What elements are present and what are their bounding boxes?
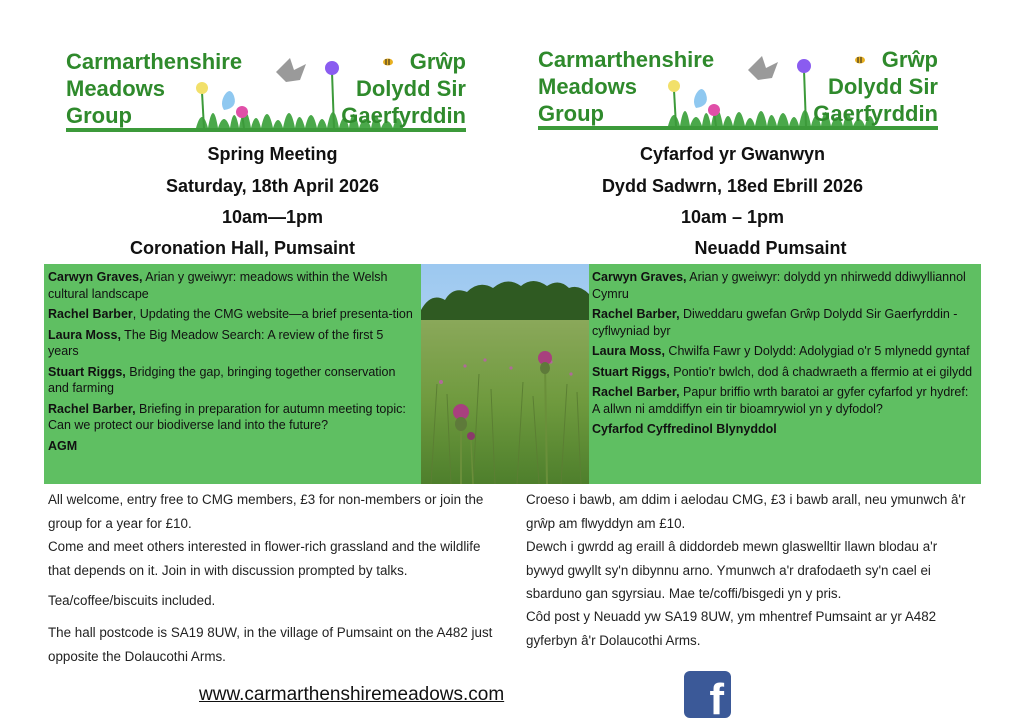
logo-cy-line2: Dolydd Sir — [355, 76, 466, 101]
talk-topic: Diweddaru gwefan Grŵp Dolydd Sir Gaerfyrddin - cyflwyniad byr — [592, 307, 958, 338]
list-item — [592, 364, 975, 381]
talk-topic: Bridging the gap, bringing together conservation and farming — [48, 364, 396, 395]
talk-topic: The Big Meadow Search: A review of the first 5 years — [48, 327, 384, 358]
info-paragraph-location-welsh: Côd post y Neuadd yw SA19 8UW, ym mhentref Pumsaint ar yr A482 gyferbyn â'r Dolaucothi Arms. — [526, 609, 937, 648]
list-item — [592, 421, 975, 438]
speaker-name: Carwyn Graves, — [592, 270, 687, 284]
list-item — [592, 306, 975, 339]
talk-topic: Arian y gweiwyr: meadows within the Welsh cultural landscape — [48, 270, 388, 301]
speaker-name: Laura Moss, — [48, 327, 121, 342]
list-item — [48, 401, 413, 434]
agm-label: AGM — [48, 438, 78, 453]
speaker-name: Laura Moss, — [592, 344, 665, 358]
logo-cy-line1: Grŵp — [881, 47, 938, 72]
list-item — [592, 343, 975, 360]
info-paragraph-about: Come and meet others interested in flower-rich grassland and the wildlife that depends on it. Join in with discussion prompted by talks. — [48, 539, 481, 578]
logo-left — [66, 48, 466, 138]
meeting-title: Spring Meeting — [207, 144, 338, 164]
speaker-name: Carwyn Graves, — [48, 270, 143, 284]
info-paragraph-admission-welsh: Croeso i bawb, am ddim i aelodau CMG, £3 i bawb arall, neu ymunwch â'r grŵp am flwyddyn am £10. — [526, 492, 966, 531]
meeting-time: 10am—1pm — [221, 207, 324, 227]
logo-cy-line3: Gaerfyrddin — [813, 101, 938, 126]
logo-en-line3: Group — [538, 101, 604, 126]
meeting-time-welsh: 10am – 1pm — [680, 207, 785, 227]
logo-en-line2: Meadows — [538, 74, 638, 99]
facebook-icon[interactable] — [684, 671, 731, 718]
logo-cy-line2: Dolydd Sir — [827, 74, 938, 99]
logo-name-welsh — [316, 48, 466, 129]
talk-topic: Chwilfa Fawr y Dolydd: Adolygiad o'r 5 mlynedd gyntaf — [664, 344, 970, 358]
list-item — [48, 269, 413, 302]
meeting-date: Saturday, 18th April 2026 — [165, 176, 380, 196]
meeting-venue: Coronation Hall, Pumsaint — [129, 238, 356, 258]
talk-topic: Briefing in preparation for autumn meeting topic: Can we protect our biodiverse land into the future? — [48, 401, 406, 432]
talk-topic: , Updating the CMG website—a brief presenta-tion — [132, 307, 413, 321]
list-item — [592, 269, 975, 302]
agm-label: Cyfarfod Cyffredinol Blynyddol — [592, 422, 777, 436]
logo-name-english — [538, 46, 748, 127]
meeting-venue-welsh: Neuadd Pumsaint — [694, 238, 847, 258]
info-paragraph-admission: All welcome, entry free to CMG members, £3 for non-members or join the group for a year for £10. — [48, 492, 484, 531]
speaker-name: Rachel Barber — [48, 307, 133, 321]
info-paragraph-location: The hall postcode is SA19 8UW, in the village of Pumsaint on the A482 just opposite the Dolaucothi Arms. — [48, 625, 493, 664]
list-item — [48, 438, 413, 455]
info-paragraph-refreshments: Tea/coffee/biscuits included. — [48, 593, 216, 608]
speaker-name: Rachel Barber, — [48, 401, 136, 416]
talks-panel-english — [44, 264, 421, 484]
logo-right — [538, 46, 938, 136]
talk-topic: Pontio'r bwlch, dod â chadwraeth a ffermio at ei gilydd — [669, 364, 973, 379]
speaker-name: Rachel Barber, — [592, 307, 680, 321]
meadow-photo — [421, 264, 589, 484]
logo-cy-line3: Gaerfyrddin — [341, 103, 466, 128]
logo-en-line2: Meadows — [66, 76, 166, 101]
talk-topic: Papur briffio wrth baratoi ar gyfer cyfarfod yr hydref: A allwn ni amddiffyn ein tir bioamrywiol yn y dyfodol? — [592, 385, 969, 416]
talk-topic: Arian y gweiwyr: dolydd yn nhirwedd ddiwylliannol Cymru — [592, 270, 966, 301]
speaker-name: Stuart Riggs, — [592, 364, 670, 379]
list-item — [592, 384, 975, 417]
logo-name-welsh — [788, 46, 938, 127]
list-item — [48, 327, 413, 360]
meeting-date-welsh: Dydd Sadwrn, 18ed Ebrill 2026 — [601, 176, 864, 196]
logo-en-line1: Carmarthenshire — [538, 47, 715, 72]
list-item — [48, 364, 413, 397]
speaker-name: Rachel Barber, — [592, 385, 680, 399]
meeting-title-welsh: Cyfarfod yr Gwanwyn — [639, 144, 826, 164]
talks-panel-welsh — [589, 264, 981, 484]
facebook-glyph: f — [709, 675, 724, 718]
logo-en-line3: Group — [66, 103, 132, 128]
logo-name-english — [66, 48, 276, 129]
website-link[interactable]: www.carmarthenshiremeadows.com — [199, 684, 505, 705]
speaker-name: Stuart Riggs, — [48, 364, 126, 379]
info-paragraph-about-welsh: Dewch i gwrdd ag eraill â diddordeb mewn glaswelltir llawn blodau a'r bywyd gwyllt sy'n dibynnu arno. Ymunwch a'r drafodaeth sy'n cael ei sbarduno gan sgyrsiau. Mae te/coffi/bisgedi yn y pris. — [526, 539, 938, 601]
logo-cy-line1: Grŵp — [409, 49, 466, 74]
logo-en-line1: Carmarthenshire — [66, 49, 243, 74]
list-item — [48, 306, 413, 323]
meadow-photo-image — [421, 264, 589, 484]
